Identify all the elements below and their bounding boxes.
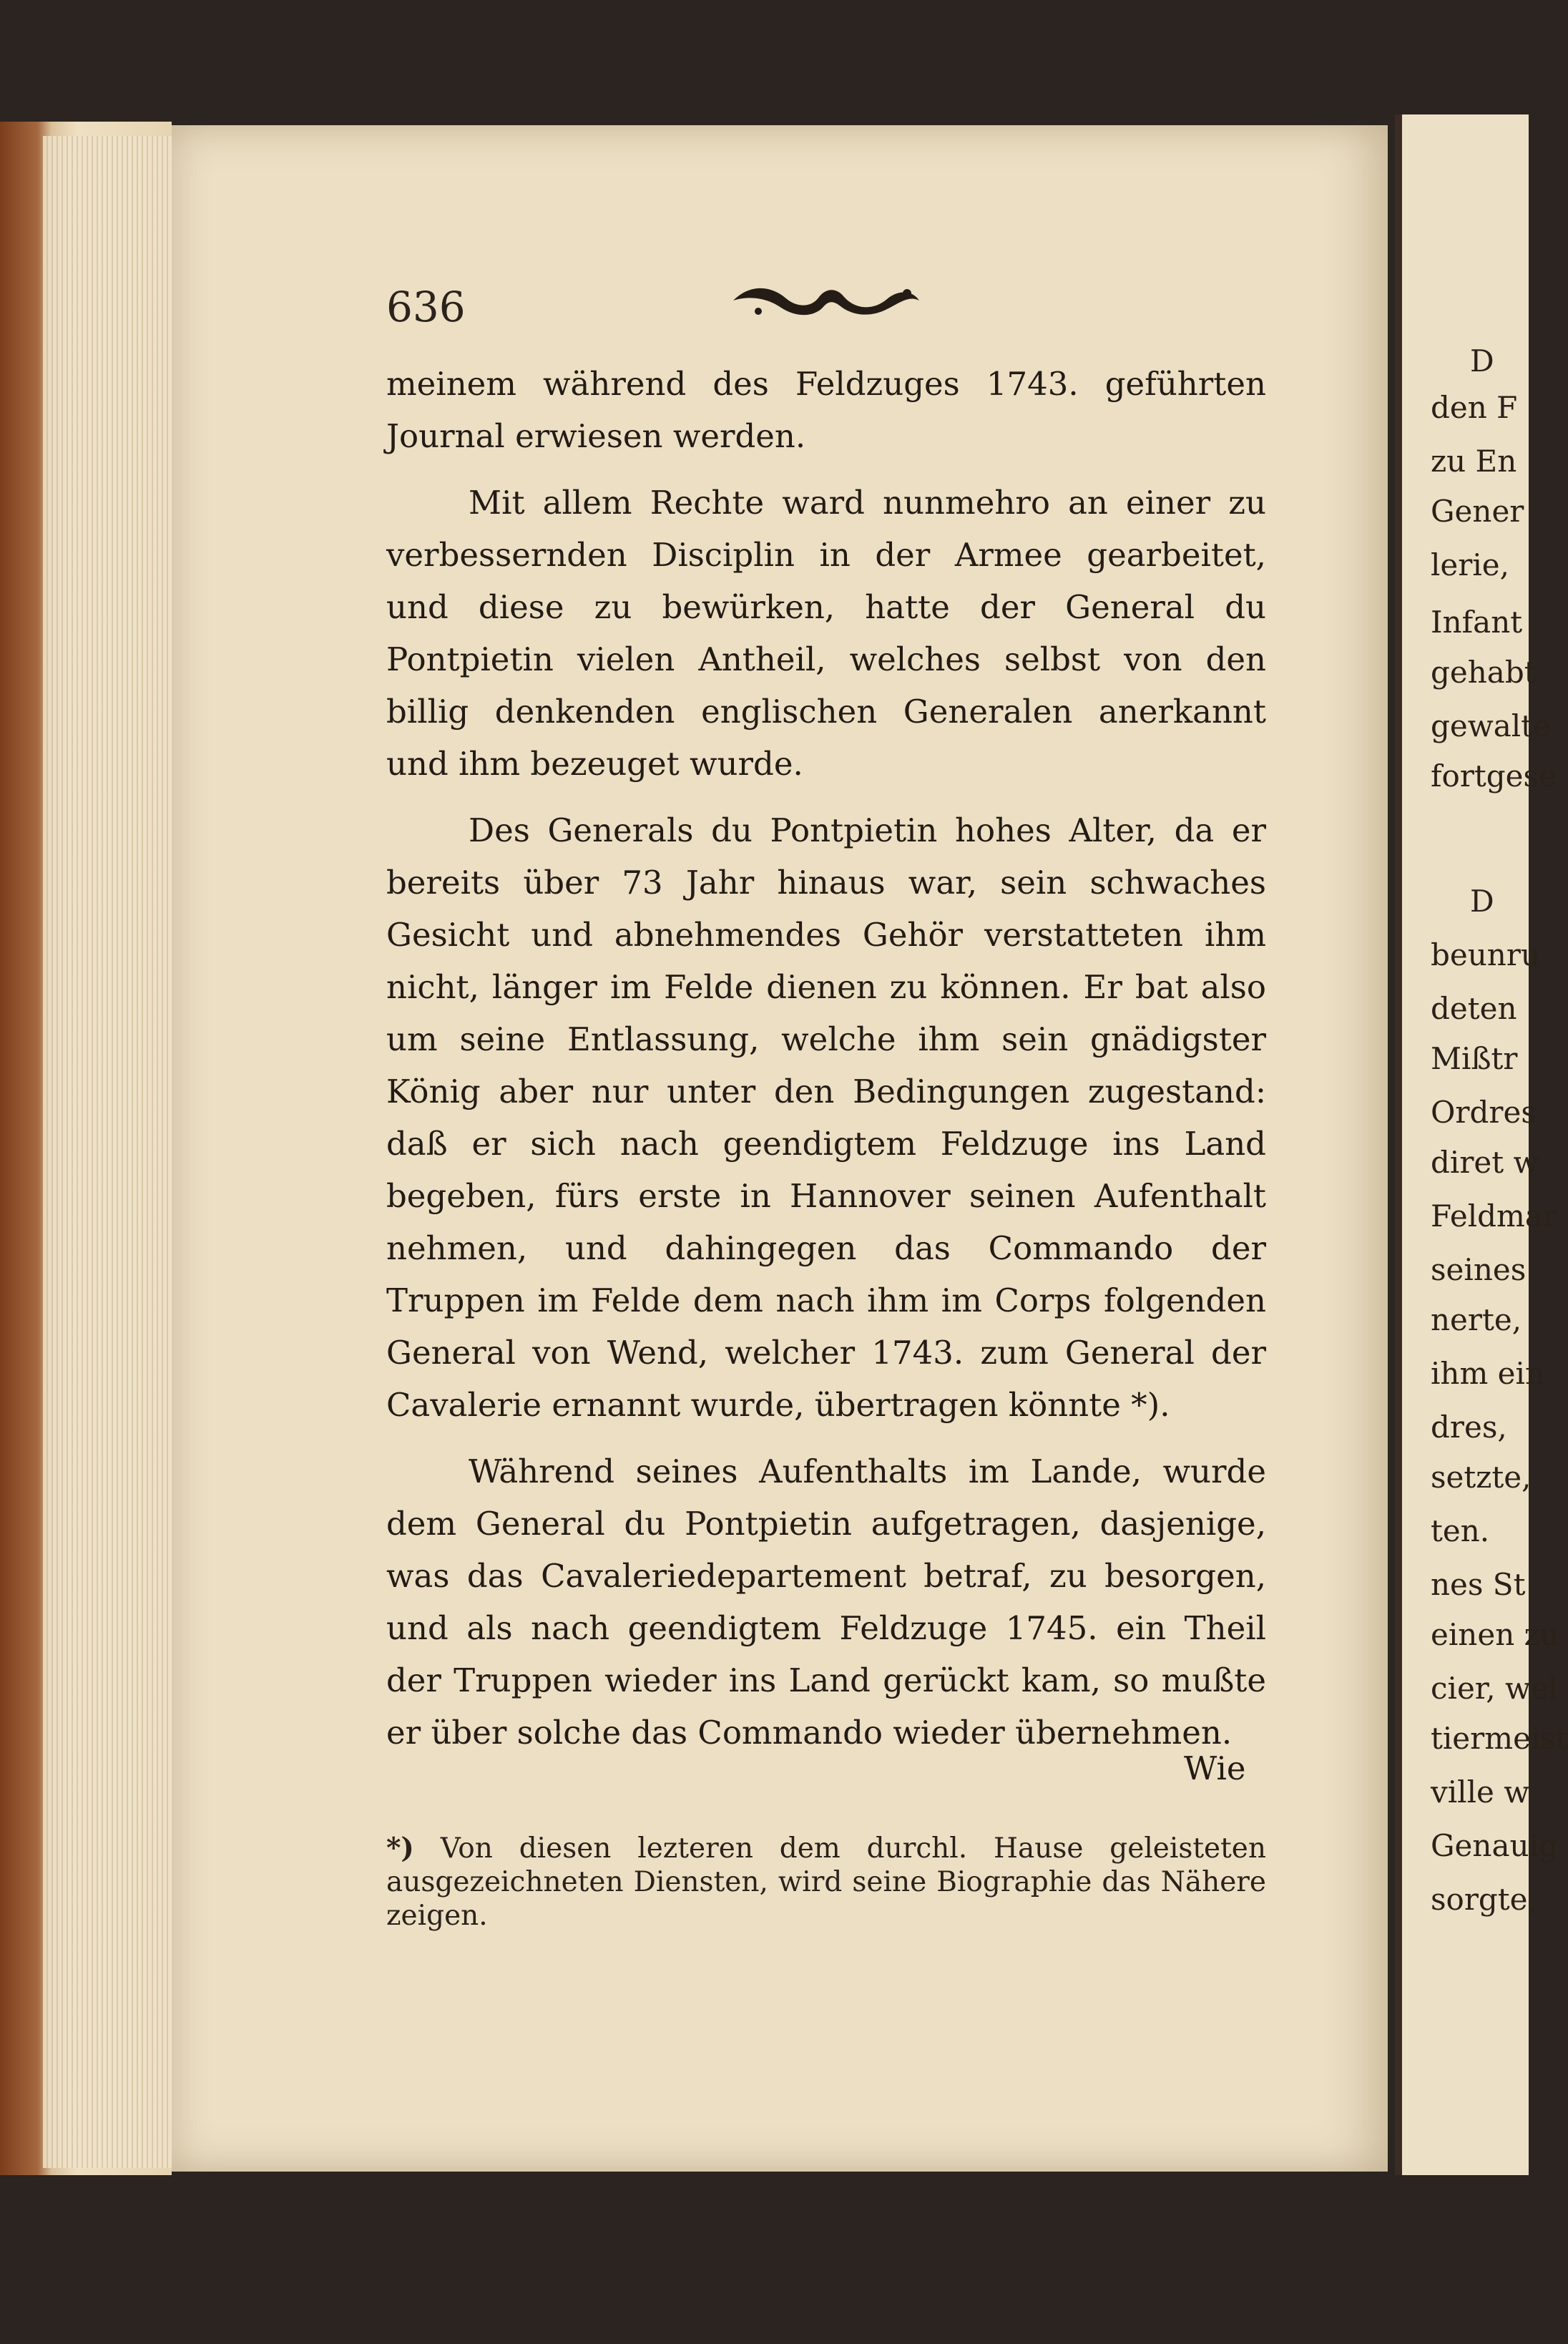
footnote-text: Von diesen lezteren dem durchl. Hause geleisteten ausgezeichneten Diensten, wird seine Biographie das Nähere zeigen. — [386, 1832, 1266, 1932]
facing-line: seines — [1431, 1252, 1527, 1287]
facing-line: Ordres — [1431, 1095, 1537, 1130]
paragraph: Während seines Aufenthalts im Lande, wurde dem General du Pontpietin aufgetragen, dasjenige, was das Cavaleriedepartement betraf, zu besorgen, und als nach geendigtem Feldzuge 1745. ein Theil der Truppen wieder ins Land gerückt kam, so mußte er über solche das Commando wieder übernehmen. — [386, 1452, 1266, 1752]
facing-line: Infant — [1431, 605, 1523, 640]
paragraph: Mit allem Rechte ward nunmehro an einer zu verbessernden Disciplin in der Armee gearbeitet, und diese zu bewürken, hatte der General du Pontpietin vielen Antheil, welches selbst von den billig denkenden englischen Generalen anerkannt und ihm bezeuget wurde. — [386, 484, 1266, 783]
facing-line: tiermeist — [1431, 1721, 1568, 1756]
facing-line: setzte, — [1431, 1460, 1532, 1495]
facing-line: Genauig — [1431, 1828, 1558, 1863]
facing-line: ten. — [1431, 1513, 1490, 1548]
body-text — [386, 358, 1266, 1759]
facing-line: gewalte — [1431, 708, 1551, 743]
facing-line: einen zu — [1431, 1617, 1559, 1652]
paragraph: meinem während des Feldzuges 1743. geführten Journal erwiesen werden. — [386, 365, 1266, 455]
facing-line: ihm ein — [1431, 1356, 1544, 1391]
footnote — [386, 1832, 1266, 1933]
facing-line: lerie, — [1431, 547, 1510, 582]
facing-line: Mißtr — [1431, 1041, 1518, 1076]
facing-line: zu En — [1431, 444, 1517, 479]
facing-line: Gener — [1431, 494, 1524, 529]
facing-line: Feldmar — [1431, 1198, 1557, 1234]
page-number: 636 — [386, 283, 466, 331]
ornament-icon — [730, 279, 923, 322]
facing-line: gehabt — [1431, 655, 1537, 690]
facing-line: beunru — [1431, 937, 1540, 972]
facing-line: fortgese — [1431, 758, 1557, 793]
facing-line: nes St — [1431, 1567, 1526, 1602]
page-stack — [43, 136, 179, 2168]
catchword: Wie — [1184, 1749, 1246, 1787]
footnote-mark: *) — [386, 1832, 414, 1865]
facing-line: D — [1470, 884, 1494, 919]
paragraph: Des Generals du Pontpietin hohes Alter, da er bereits über 73 Jahr hinaus war, sein schwaches Gesicht und abnehmendes Gehör verstatteten ihm nicht, länger im Felde dienen zu können. Er bat also um seine Entlassung, welche ihm sein gnädigster König aber nur unter den Bedingungen zugestand: daß er sich nach geendigtem Feldzuge ins Land begeben, fürs erste in Hannover seinen Aufenthalt nehmen, und dahingegen das Commando der Truppen im Felde dem nach ihm im Corps folgenden General von Wend, welcher 1743. zum General der Cavalerie ernannt wurde, übertragen könnte *). — [386, 811, 1266, 1424]
facing-line: den F — [1431, 390, 1518, 425]
facing-line: nerte, — [1431, 1302, 1522, 1337]
facing-line: dres, — [1431, 1410, 1507, 1445]
facing-line: ville w — [1431, 1774, 1530, 1810]
facing-page — [1395, 114, 1568, 2175]
facing-line: deten — [1431, 991, 1517, 1026]
facing-line: diret w — [1431, 1145, 1539, 1180]
facing-line: cier, wel — [1431, 1671, 1559, 1706]
facing-line: sorgte, — [1431, 1882, 1537, 1917]
facing-line: D — [1470, 343, 1494, 379]
